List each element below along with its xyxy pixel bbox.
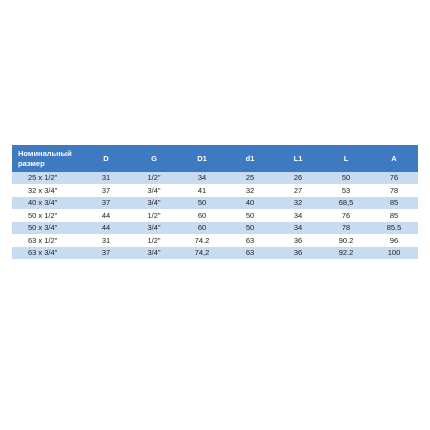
cell-l: 50 — [322, 172, 370, 185]
cell-l: 92.2 — [322, 247, 370, 260]
header-d1-lower: d1 — [226, 145, 274, 172]
cell-nominal-size: 63 x 3/4" — [12, 247, 82, 260]
header-a: A — [370, 145, 418, 172]
cell-g: 3/4" — [130, 247, 178, 260]
cell-l: 78 — [322, 222, 370, 235]
cell-d1-lower: 63 — [226, 235, 274, 248]
cell-d1-upper: 34 — [178, 172, 226, 185]
cell-l: 53 — [322, 185, 370, 198]
cell-a: 76 — [370, 172, 418, 185]
cell-d1-lower: 40 — [226, 197, 274, 210]
table-header — [12, 145, 418, 172]
cell-nominal-size: 50 x 3/4" — [12, 222, 82, 235]
cell-l1: 36 — [274, 247, 322, 260]
header-d: D — [82, 145, 130, 172]
table-row — [12, 185, 418, 198]
header-nominal-size: Номинальный размер — [12, 145, 82, 172]
cell-a: 100 — [370, 247, 418, 260]
spec-table — [12, 145, 418, 260]
cell-l: 90.2 — [322, 235, 370, 248]
cell-nominal-size: 32 x 3/4" — [12, 185, 82, 198]
cell-l1: 36 — [274, 235, 322, 248]
cell-l1: 26 — [274, 172, 322, 185]
cell-d1-lower: 25 — [226, 172, 274, 185]
cell-g: 1/2" — [130, 172, 178, 185]
header-l1: L1 — [274, 145, 322, 172]
cell-d: 37 — [82, 197, 130, 210]
cell-nominal-size: 63 x 1/2" — [12, 235, 82, 248]
cell-d: 44 — [82, 222, 130, 235]
cell-d: 44 — [82, 210, 130, 223]
cell-a: 85.5 — [370, 222, 418, 235]
table-row — [12, 222, 418, 235]
cell-d1-upper: 74.2 — [178, 235, 226, 248]
header-l: L — [322, 145, 370, 172]
table-row — [12, 197, 418, 210]
cell-d: 31 — [82, 172, 130, 185]
cell-d1-upper: 60 — [178, 210, 226, 223]
cell-d1-upper: 41 — [178, 185, 226, 198]
cell-g: 3/4" — [130, 185, 178, 198]
cell-a: 85 — [370, 197, 418, 210]
header-row — [12, 145, 418, 172]
table-row — [12, 235, 418, 248]
table-row — [12, 172, 418, 185]
cell-nominal-size: 25 x 1/2" — [12, 172, 82, 185]
cell-a: 78 — [370, 185, 418, 198]
cell-nominal-size: 50 x 1/2" — [12, 210, 82, 223]
cell-d1-upper: 74,2 — [178, 247, 226, 260]
cell-a: 96 — [370, 235, 418, 248]
cell-d1-lower: 32 — [226, 185, 274, 198]
cell-l: 76 — [322, 210, 370, 223]
cell-d1-lower: 50 — [226, 222, 274, 235]
cell-d1-lower: 50 — [226, 210, 274, 223]
table-row — [12, 210, 418, 223]
cell-l: 68,5 — [322, 197, 370, 210]
cell-g: 1/2" — [130, 210, 178, 223]
cell-a: 85 — [370, 210, 418, 223]
cell-l1: 32 — [274, 197, 322, 210]
cell-l1: 27 — [274, 185, 322, 198]
cell-l1: 34 — [274, 222, 322, 235]
cell-d: 37 — [82, 185, 130, 198]
cell-d: 37 — [82, 247, 130, 260]
cell-g: 3/4" — [130, 222, 178, 235]
cell-d1-upper: 60 — [178, 222, 226, 235]
table-body — [12, 172, 418, 260]
table-row — [12, 247, 418, 260]
cell-d1-upper: 50 — [178, 197, 226, 210]
header-g: G — [130, 145, 178, 172]
cell-d: 31 — [82, 235, 130, 248]
cell-nominal-size: 40 x 3/4" — [12, 197, 82, 210]
cell-d1-lower: 63 — [226, 247, 274, 260]
cell-g: 3/4" — [130, 197, 178, 210]
cell-l1: 34 — [274, 210, 322, 223]
cell-g: 1/2" — [130, 235, 178, 248]
header-d1-upper: D1 — [178, 145, 226, 172]
